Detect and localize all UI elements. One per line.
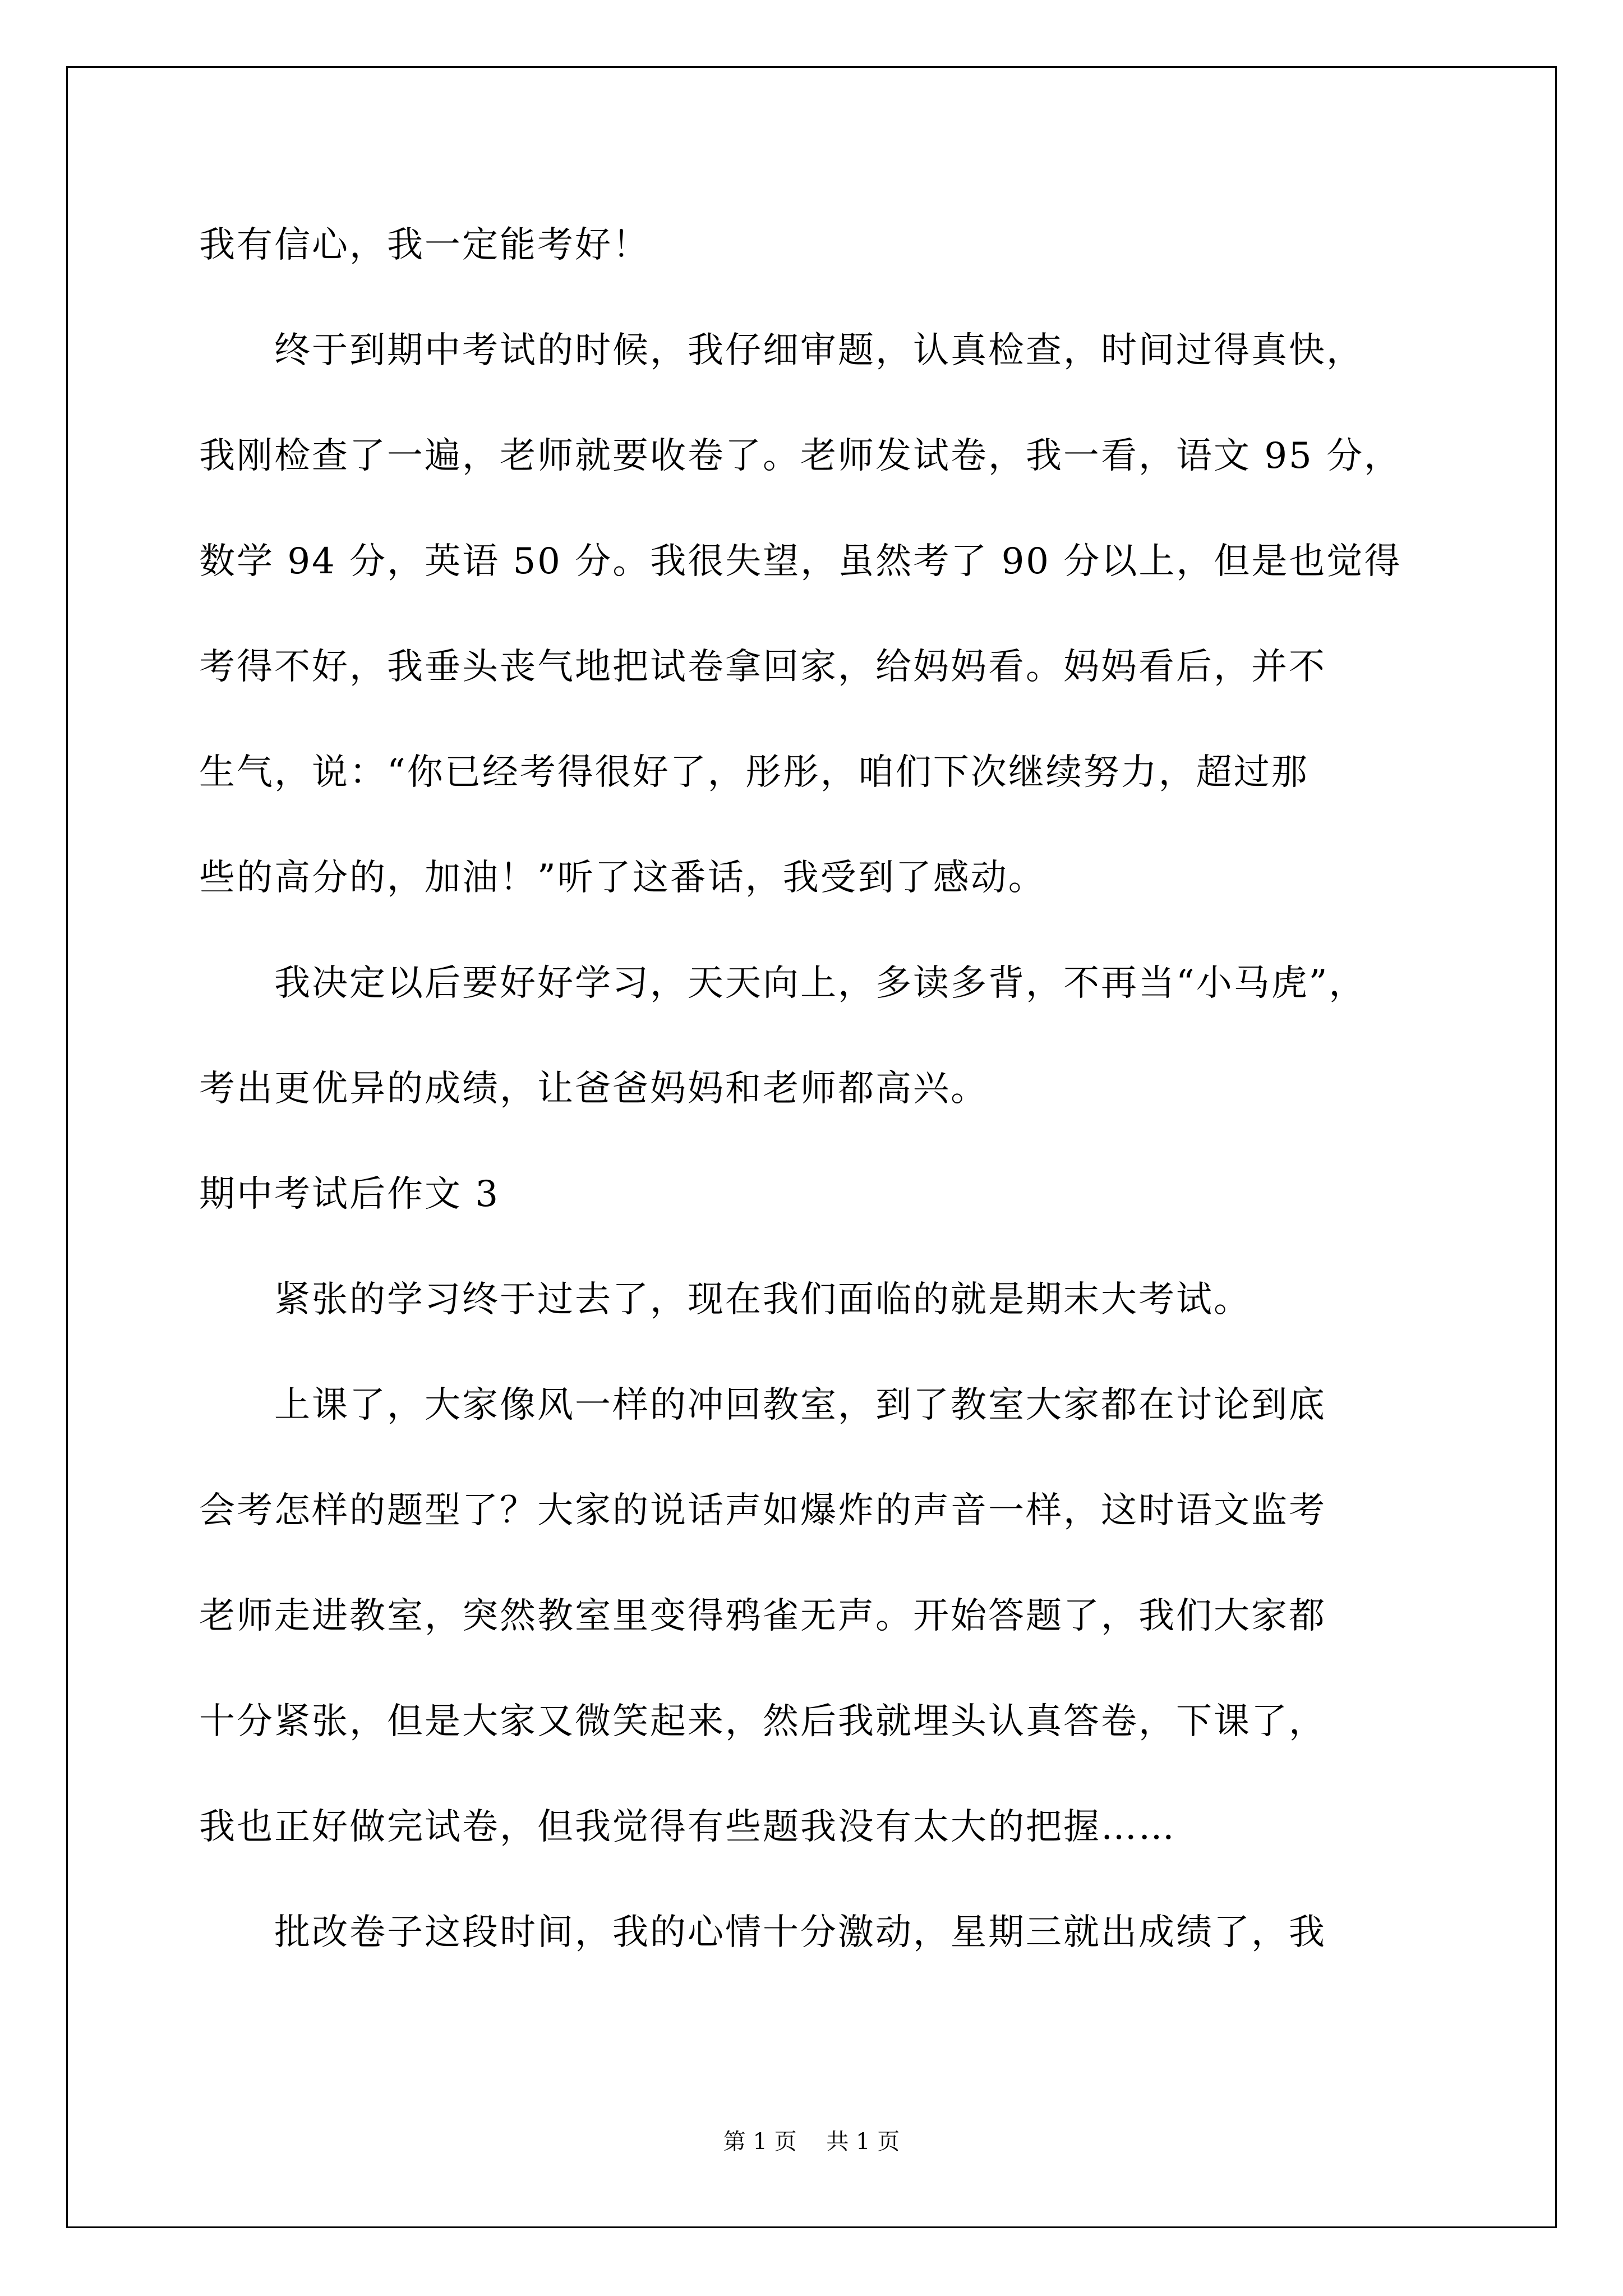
text-line: 上课了，大家像风一样的冲回教室，到了教室大家都在讨论到底 <box>199 1384 1326 1426</box>
page-border <box>66 66 1557 2228</box>
text-line: 老师走进教室，突然教室里变得鸦雀无声。开始答题了，我们大家都 <box>199 1595 1326 1637</box>
text-line: 十分紧张，但是大家又微笑起来，然后我就埋头认真答卷，下课了， <box>199 1701 1326 1742</box>
page-footer: 第 1 页 共 1 页 <box>723 2129 900 2155</box>
text-line: 考得不好，我垂头丧气地把试卷拿回家，给妈妈看。妈妈看后，并不 <box>199 646 1326 688</box>
text-line: 我有信心，我一定能考好！ <box>199 224 650 266</box>
text-line: 生气，说：“你已经考得很好了，彤彤，咱们下次继续努力，超过那 <box>199 752 1309 793</box>
text-line: 紧张的学习终于过去了，现在我们面临的就是期末大考试。 <box>199 1279 1251 1320</box>
text-line: 我刚检查了一遍，老师就要收卷了。老师发试卷，我一看，语文 95 分， <box>199 435 1402 477</box>
text-line: 会考怎样的题型了？大家的说话声如爆炸的声音一样，这时语文监考 <box>199 1490 1326 1531</box>
text-line: 终于到期中考试的时候，我仔细审题，认真检查，时间过得真快， <box>199 330 1364 371</box>
text-line: 些的高分的，加油！”听了这番话，我受到了感动。 <box>199 857 1046 899</box>
text-line: 我也正好做完试卷，但我觉得有些题我没有太大的把握…… <box>199 1806 1176 1848</box>
text-line: 考出更优异的成绩，让爸爸妈妈和老师都高兴。 <box>199 1068 988 1110</box>
text-line: 我决定以后要好好学习，天天向上，多读多背，不再当“小马虎”， <box>199 963 1367 1004</box>
text-line: 数学 94 分，英语 50 分。我很失望，虽然考了 90 分以上，但是也觉得 <box>199 541 1402 582</box>
section-heading: 期中考试后作文 3 <box>199 1174 500 1215</box>
text-line: 批改卷子这段时间，我的心情十分激动，星期三就出成绩了，我 <box>199 1912 1326 1953</box>
